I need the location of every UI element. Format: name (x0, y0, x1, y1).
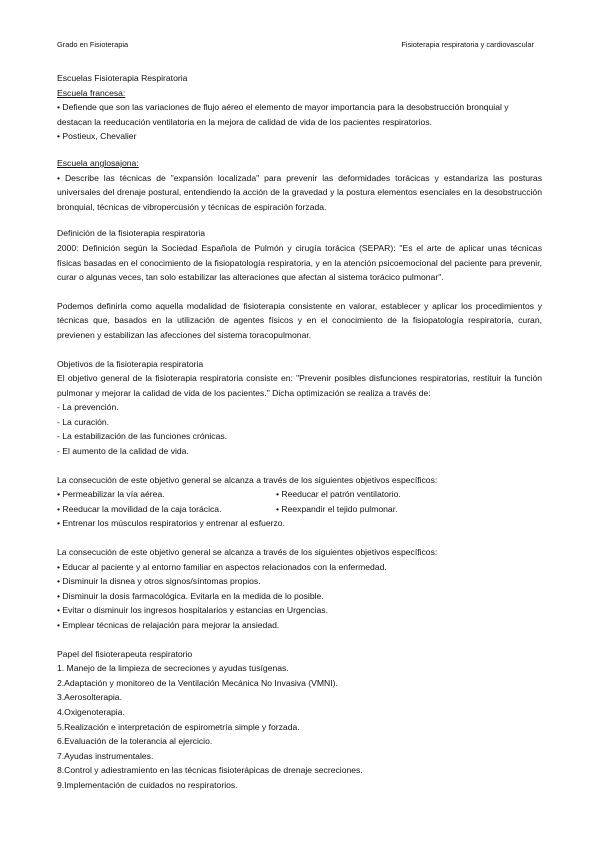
heading-escuela-anglosajona: Escuela anglosajona: (57, 157, 139, 168)
definicion-separ: 2000: Definición según la Sociedad Española de Pulmón y cirugía torácica (SEPAR): "Es el arte de aplicar unas técnicas físicas basadas en el conocimiento de la fisiopatología respiratoria, y en la atención psicoemocional del paciente para prevenir, curar o algunas veces, tan solo estabilizar las alteraciones que afectan al sistema torácico pulmonar". (57, 242, 542, 283)
list-item: 6.Evaluación de la tolerancia al ejercicio. (57, 736, 213, 747)
document-body (57, 71, 542, 793)
list-item: - El aumento de la calidad de vida. (57, 446, 189, 457)
list-item: - La prevención. (57, 402, 119, 413)
list-item: - La estabilización de las funciones crónicas. (57, 431, 228, 442)
specific-objectives-intro-2: La consecución de este objetivo general se alcanza a través de los siguientes objetivos específicos: (57, 547, 438, 558)
section-escuelas (57, 71, 542, 214)
heading-escuela-francesa: Escuela francesa: (57, 87, 126, 98)
list-item: • Reeducar la movilidad de la caja torácica. (57, 503, 222, 514)
francesa-line-1: • Defiende que son las variaciones de flujo aéreo el elemento de mayor importancia para la desobstrucción bronquial y destacan la reeducación ventilatoria en la mejora de calidad de vida de los pacientes respiratorios. (57, 102, 509, 127)
list-item: 9.Implementación de cuidados no respiratorios. (57, 779, 238, 790)
specific-objectives-list-2 (57, 560, 542, 633)
section-definicion (57, 226, 542, 342)
francesa-line-2: • Postieux, Chevalier (57, 131, 137, 142)
list-item: - La curación. (57, 416, 110, 427)
list-item: • Reexpandir el tejido pulmonar. (276, 503, 398, 514)
section-papel (57, 647, 542, 793)
list-item: 2.Adaptación y monitoreo de la Ventilación Mecánica No Invasiva (VMNI). (57, 677, 338, 688)
list-item: • Disminuir la disnea y otros signos/síntomas propios. (57, 576, 261, 587)
list-item: • Evitar o disminuir los ingresos hospitalarios y estancias en Urgencias. (57, 605, 328, 616)
list-item: 1. Manejo de la limpieza de secreciones y ayudas tusígenas. (57, 663, 289, 674)
list-item: 8.Control y adiestramiento en las técnicas fisioterápicas de drenaje secreciones. (57, 765, 363, 776)
header-course: Grado en Fisioterapia (57, 40, 129, 49)
list-item: 7.Ayudas instrumentales. (57, 750, 154, 761)
specific-objectives-row-2 (57, 502, 542, 517)
header-subject: Fisioterapia respiratoria y cardiovascular (401, 40, 534, 49)
section-title-escuelas: Escuelas Fisioterapia Respiratoria (57, 73, 188, 83)
objetivos-intro: El objetivo general de la fisioterapia respiratoria consiste en: "Prevenir posibles disfunciones respiratorias, restituir la función pulmonar y mejorar la calidad de vida de los pacientes." Dicha optimización se realiza a través de: (57, 373, 542, 398)
list-item: • Disminuir la dosis farmacológica. Evitarla en la medida de lo posible. (57, 590, 324, 601)
specific-objectives-intro-1: La consecución de este objetivo general se alcanza a través de los siguientes objetivos específicos: (57, 474, 438, 485)
list-item: 4.Oxigenoterapia. (57, 706, 125, 717)
list-item: • Entrenar los músculos respiratorios y entrenar al esfuerzo. (57, 518, 285, 529)
papel-list (57, 661, 542, 792)
list-item: 3.Aerosolterapia. (57, 692, 122, 703)
list-item: 5.Realización e interpretación de espirometría simple y forzada. (57, 721, 300, 732)
objetivos-list (57, 400, 542, 458)
list-item: • Reeducar el patrón ventilatorio. (276, 489, 401, 500)
list-item: • Emplear técnicas de relajación para mejorar la ansiedad. (57, 620, 280, 630)
section-objetivos (57, 357, 542, 633)
section-title-objetivos: Objetivos de la fisioterapia respiratoria (57, 358, 204, 369)
anglosajona-text: • Describe las técnicas de "expansión localizada" para prevenir las deformidades torácicas y estandariza las posturas universales del drenaje postural, entendiendo la acción de la gravedad y la postura elementos esenciales en la desobstrucción bronquial, técnicas de vibropercusión y técnicas de espiración forzada. (57, 172, 542, 212)
definicion-paragraph-2: Podemos definirla como aquella modalidad de fisioterapia consistente en valorar, establecer y aplicar los procedimientos y técnicas que, basados en la utilización de agentes físicos y en el conocimiento de la fisiopatología respiratoria, curan, previenen y estabilizan las afecciones del sistema toracopulmonar. (57, 300, 542, 340)
list-item: • Permeabilizar la vía aérea. (57, 489, 165, 500)
list-item: • Educar al paciente y al entorno familiar en aspectos relacionados con la enfermedad. (57, 561, 387, 572)
section-title-papel: Papel del fisioterapeuta respiratorio (57, 648, 193, 659)
specific-objectives-row-1 (57, 487, 542, 502)
section-title-definicion: Definición de la fisioterapia respiratoria (57, 228, 206, 239)
